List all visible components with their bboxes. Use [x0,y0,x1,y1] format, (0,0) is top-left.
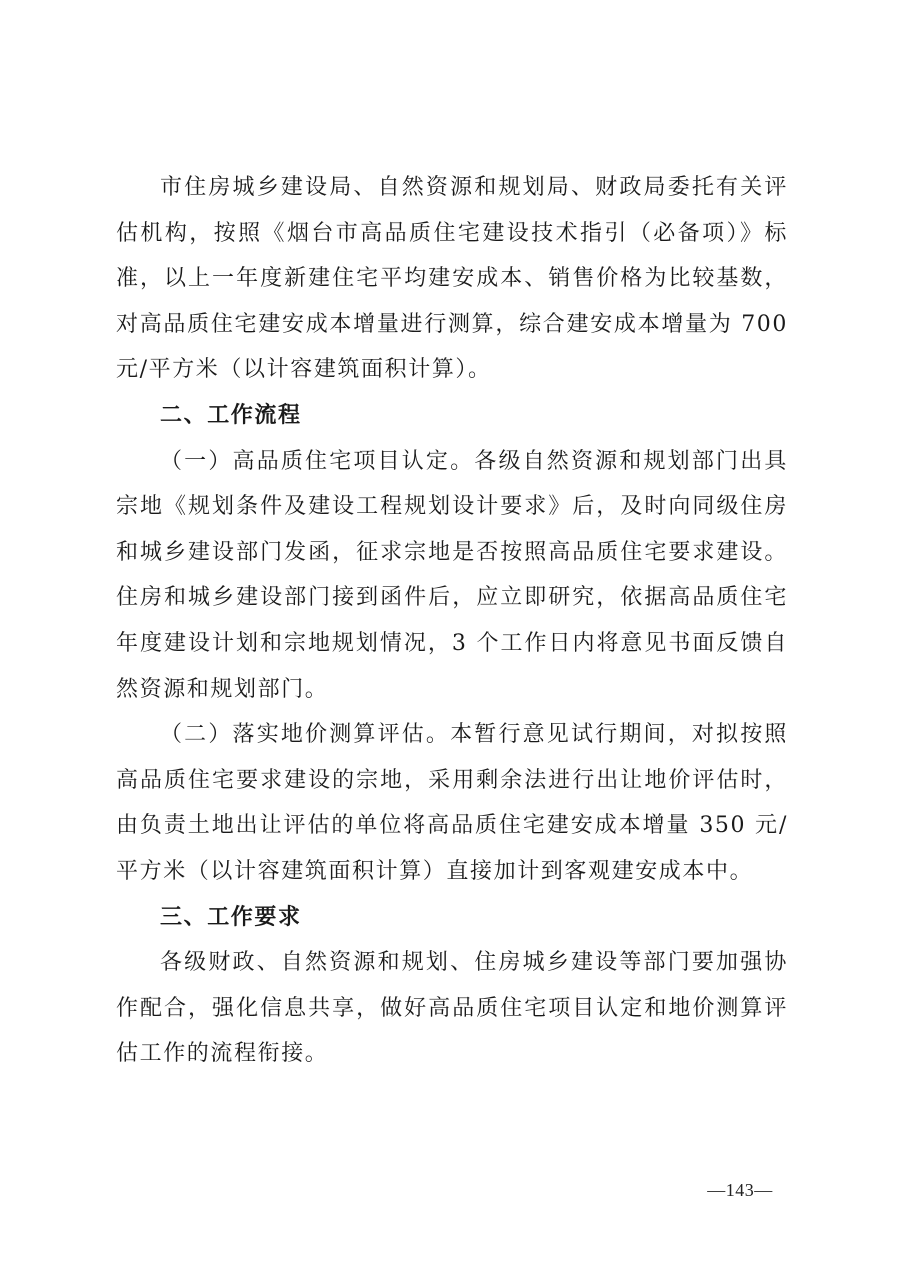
section-heading-workflow: 二、工作流程 [160,402,302,428]
paragraph-project-recognition [116,439,788,713]
section-heading-requirements: 三、工作要求 [160,904,302,930]
page-number: —143— [707,1180,773,1200]
paragraph-text: 各级财政、自然资源和规划、住房城乡建设等部门要加强协作配合，强化信息共享，做好高品质住宅项目认定和地价测算评估工作的流程衔接。 [116,950,788,1067]
paragraph-text: 各级自然资源和规划部门出具宗地《规划条件及建设工程规划设计要求》后，及时向同级住房和城乡建设部门发函，征求宗地是否按照高品质住宅要求建设。住房和城乡建设部门接到函件后，应立即研究，依据高品质住宅年度建设计划和宗地规划情况，3 个工作日内将意见书面反馈自然资源和规划部门。 [116,448,788,702]
paragraph-text: 本暂行意见试行期间，对拟按照高品质住宅要求建设的宗地，采用剩余法进行出让地价评估时，由负责土地出让评估的单位将高品质住宅建安成本增量 350 元/平方米（以计容建筑面积计算）直接加计到客观建安成本中。 [116,722,788,884]
paragraph-text: 市住房城乡建设局、自然资源和规划局、财政局委托有关评估机构，按照《烟台市高品质住宅建设技术指引（必备项）》标准，以上一年度新建住宅平均建安成本、销售价格为比较基数，对高品质住宅建安成本增量进行测算，综合建安成本增量为 700 元/平方米（以计容建筑面积计算）。 [116,175,788,383]
paragraph-evaluation-basis [116,165,788,393]
document-body [116,165,788,1077]
subsection-lead: （一）高品质住宅项目认定。 [160,448,475,474]
subsection-lead: （二）落实地价测算评估。 [160,722,451,748]
paragraph-coordination [116,940,788,1077]
paragraph-land-price-evaluation [116,712,788,894]
